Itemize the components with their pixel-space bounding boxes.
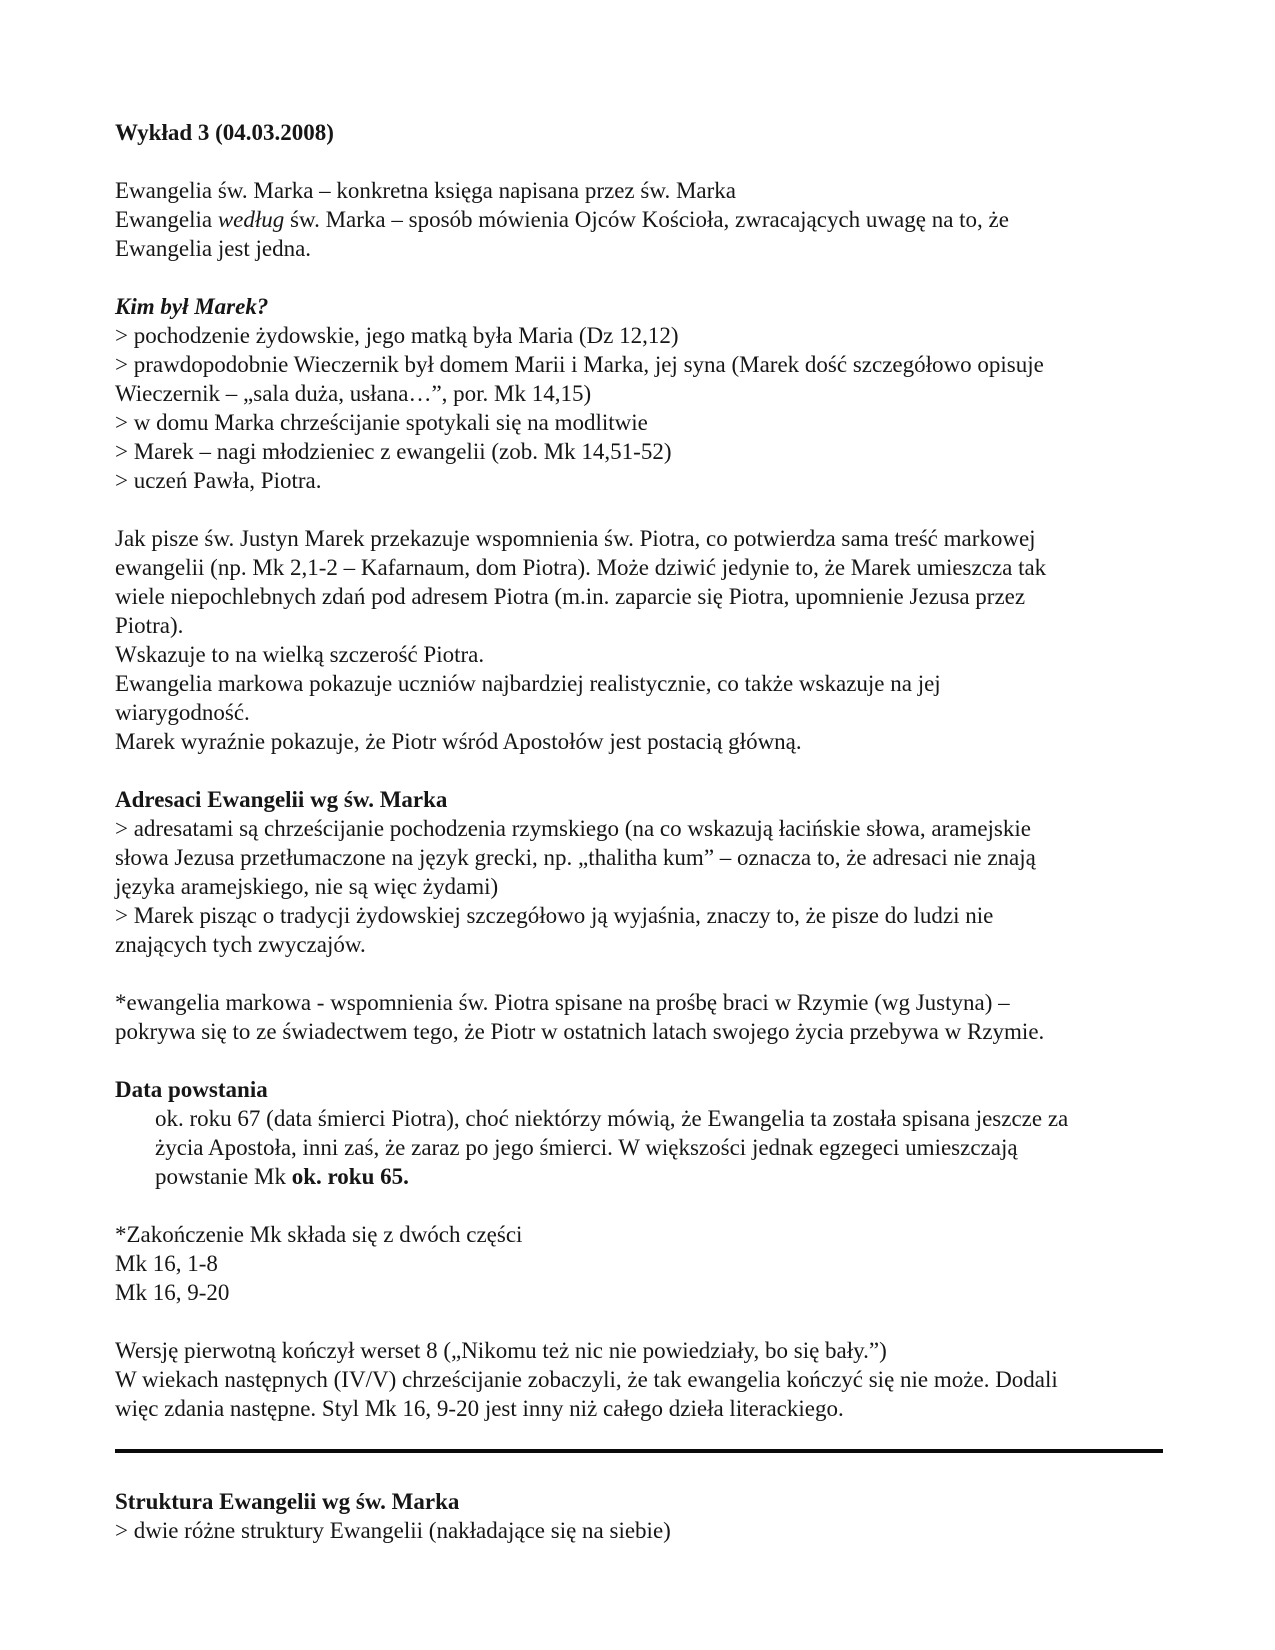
section-kim-byl-marek	[115, 292, 1163, 495]
section-heading: Data powstania	[115, 1077, 268, 1102]
text-run-italic: według	[217, 207, 285, 232]
text-line: ewangelii (np. Mk 2,1-2 – Kafarnaum, dom Piotra). Może dziwić jedynie to, że Marek umieszcza tak	[115, 555, 1047, 580]
text-line: wiarygodność.	[115, 700, 250, 725]
text-line: Mk 16, 1-8	[115, 1251, 218, 1276]
wersja-paragraph	[115, 1336, 1163, 1423]
horizontal-divider	[115, 1449, 1163, 1453]
text-line: pokrywa się to ze świadectwem tego, że Piotr w ostatnich latach swojego życia przebywa w Rzymie.	[115, 1019, 1045, 1044]
bullet-line: znających tych zwyczajów.	[115, 932, 366, 957]
bullet-line: języka aramejskiego, nie są więc żydami)	[115, 874, 499, 899]
bullet-line: > w domu Marka chrześcijanie spotykali się na modlitwie	[115, 410, 648, 435]
bullet-line: > Marek pisząc o tradycji żydowskiej szczegółowo ją wyjaśnia, znaczy to, że pisze do ludzi nie	[115, 903, 994, 928]
text-line: *ewangelia markowa - wspomnienia św. Piotra spisane na prośbę braci w Rzymie (wg Justyna) –	[115, 990, 1010, 1015]
section-adresaci	[115, 785, 1163, 959]
text-line: Jak pisze św. Justyn Marek przekazuje wspomnienia św. Piotra, co potwierdza sama treść markowej	[115, 526, 1036, 551]
section-heading: Struktura Ewangelii wg św. Marka	[115, 1489, 460, 1514]
text-run: Ewangelia	[115, 207, 218, 232]
section-data-powstania	[115, 1075, 1163, 1191]
text-line: życia Apostoła, inni zaś, że zaraz po jego śmierci. W większości jednak egzegeci umieszczają	[155, 1135, 1018, 1160]
intro-paragraph	[115, 176, 1163, 263]
bullet-line: > pochodzenie żydowskie, jego matką była Maria (Dz 12,12)	[115, 323, 679, 348]
zakonczenie-paragraph	[115, 1220, 1163, 1307]
bullet-line: > prawdopodobnie Wieczernik był domem Marii i Marka, jej syna (Marek dość szczegółowo opisuje	[115, 352, 1044, 377]
text-line: Mk 16, 9-20	[115, 1280, 230, 1305]
section-heading: Adresaci Ewangelii wg św. Marka	[115, 787, 448, 812]
text-line: Ewangelia jest jedna.	[115, 236, 312, 261]
text-line: Ewangelia św. Marka – konkretna księga napisana przez św. Marka	[115, 178, 736, 203]
bullet-line: > adresatami są chrześcijanie pochodzenia rzymskiego (na co wskazują łacińskie słowa, aramejskie	[115, 816, 1031, 841]
justyn-paragraph	[115, 524, 1163, 756]
title-block	[115, 118, 1163, 147]
text-line: Ewangelia markowa pokazuje uczniów najbardziej realistycznie, co także wskazuje na jej	[115, 671, 941, 696]
section-struktura	[115, 1487, 1163, 1545]
bullet-line: > Marek – nagi młodzieniec z ewangelii (zob. Mk 14,51-52)	[115, 439, 672, 464]
text-line: Piotra).	[115, 613, 184, 638]
text-line: *Zakończenie Mk składa się z dwóch części	[115, 1222, 523, 1247]
page-title: Wykład 3 (04.03.2008)	[115, 120, 334, 145]
text-line: więc zdania następne. Styl Mk 16, 9-20 jest inny niż całego dzieła literackiego.	[115, 1396, 844, 1421]
text-line: Wersję pierwotną kończył werset 8 („Nikomu też nic nie powiedziały, bo się bały.”)	[115, 1338, 887, 1363]
text-run-bold: ok. roku 65.	[291, 1164, 409, 1189]
text-run: św. Marka – sposób mówienia Ojców Kościoła, zwracających uwagę na to, że	[284, 207, 1009, 232]
markowa-note-paragraph	[115, 988, 1163, 1046]
text-line: wiele niepochlebnych zdań pod adresem Piotra (m.in. zaparcie się Piotra, upomnienie Jezusa przez	[115, 584, 1026, 609]
text-line: W wiekach następnych (IV/V) chrześcijanie zobaczyli, że tak ewangelia kończyć się nie może. Dodali	[115, 1367, 1058, 1392]
text-line: Marek wyraźnie pokazuje, że Piotr wśród Apostołów jest postacią główną.	[115, 729, 802, 754]
section-heading: Kim był Marek?	[115, 294, 269, 319]
text-line: ok. roku 67 (data śmierci Piotra), choć niektórzy mówią, że Ewangelia ta została spisana jeszcze za	[155, 1106, 1069, 1131]
bullet-line: > dwie różne struktury Ewangelii (nakładające się na siebie)	[115, 1518, 671, 1543]
text-run: powstanie Mk	[155, 1164, 292, 1189]
text-line	[115, 1162, 1163, 1191]
bullet-line: Wieczernik – „sala duża, usłana…”, por. Mk 14,15)	[115, 381, 592, 406]
text-line	[115, 205, 1163, 234]
bullet-line: słowa Jezusa przetłumaczone na język grecki, np. „thalitha kum” – oznacza to, że adresaci nie znają	[115, 845, 1036, 870]
bullet-line: > uczeń Pawła, Piotra.	[115, 468, 322, 493]
text-line: Wskazuje to na wielką szczerość Piotra.	[115, 642, 485, 667]
